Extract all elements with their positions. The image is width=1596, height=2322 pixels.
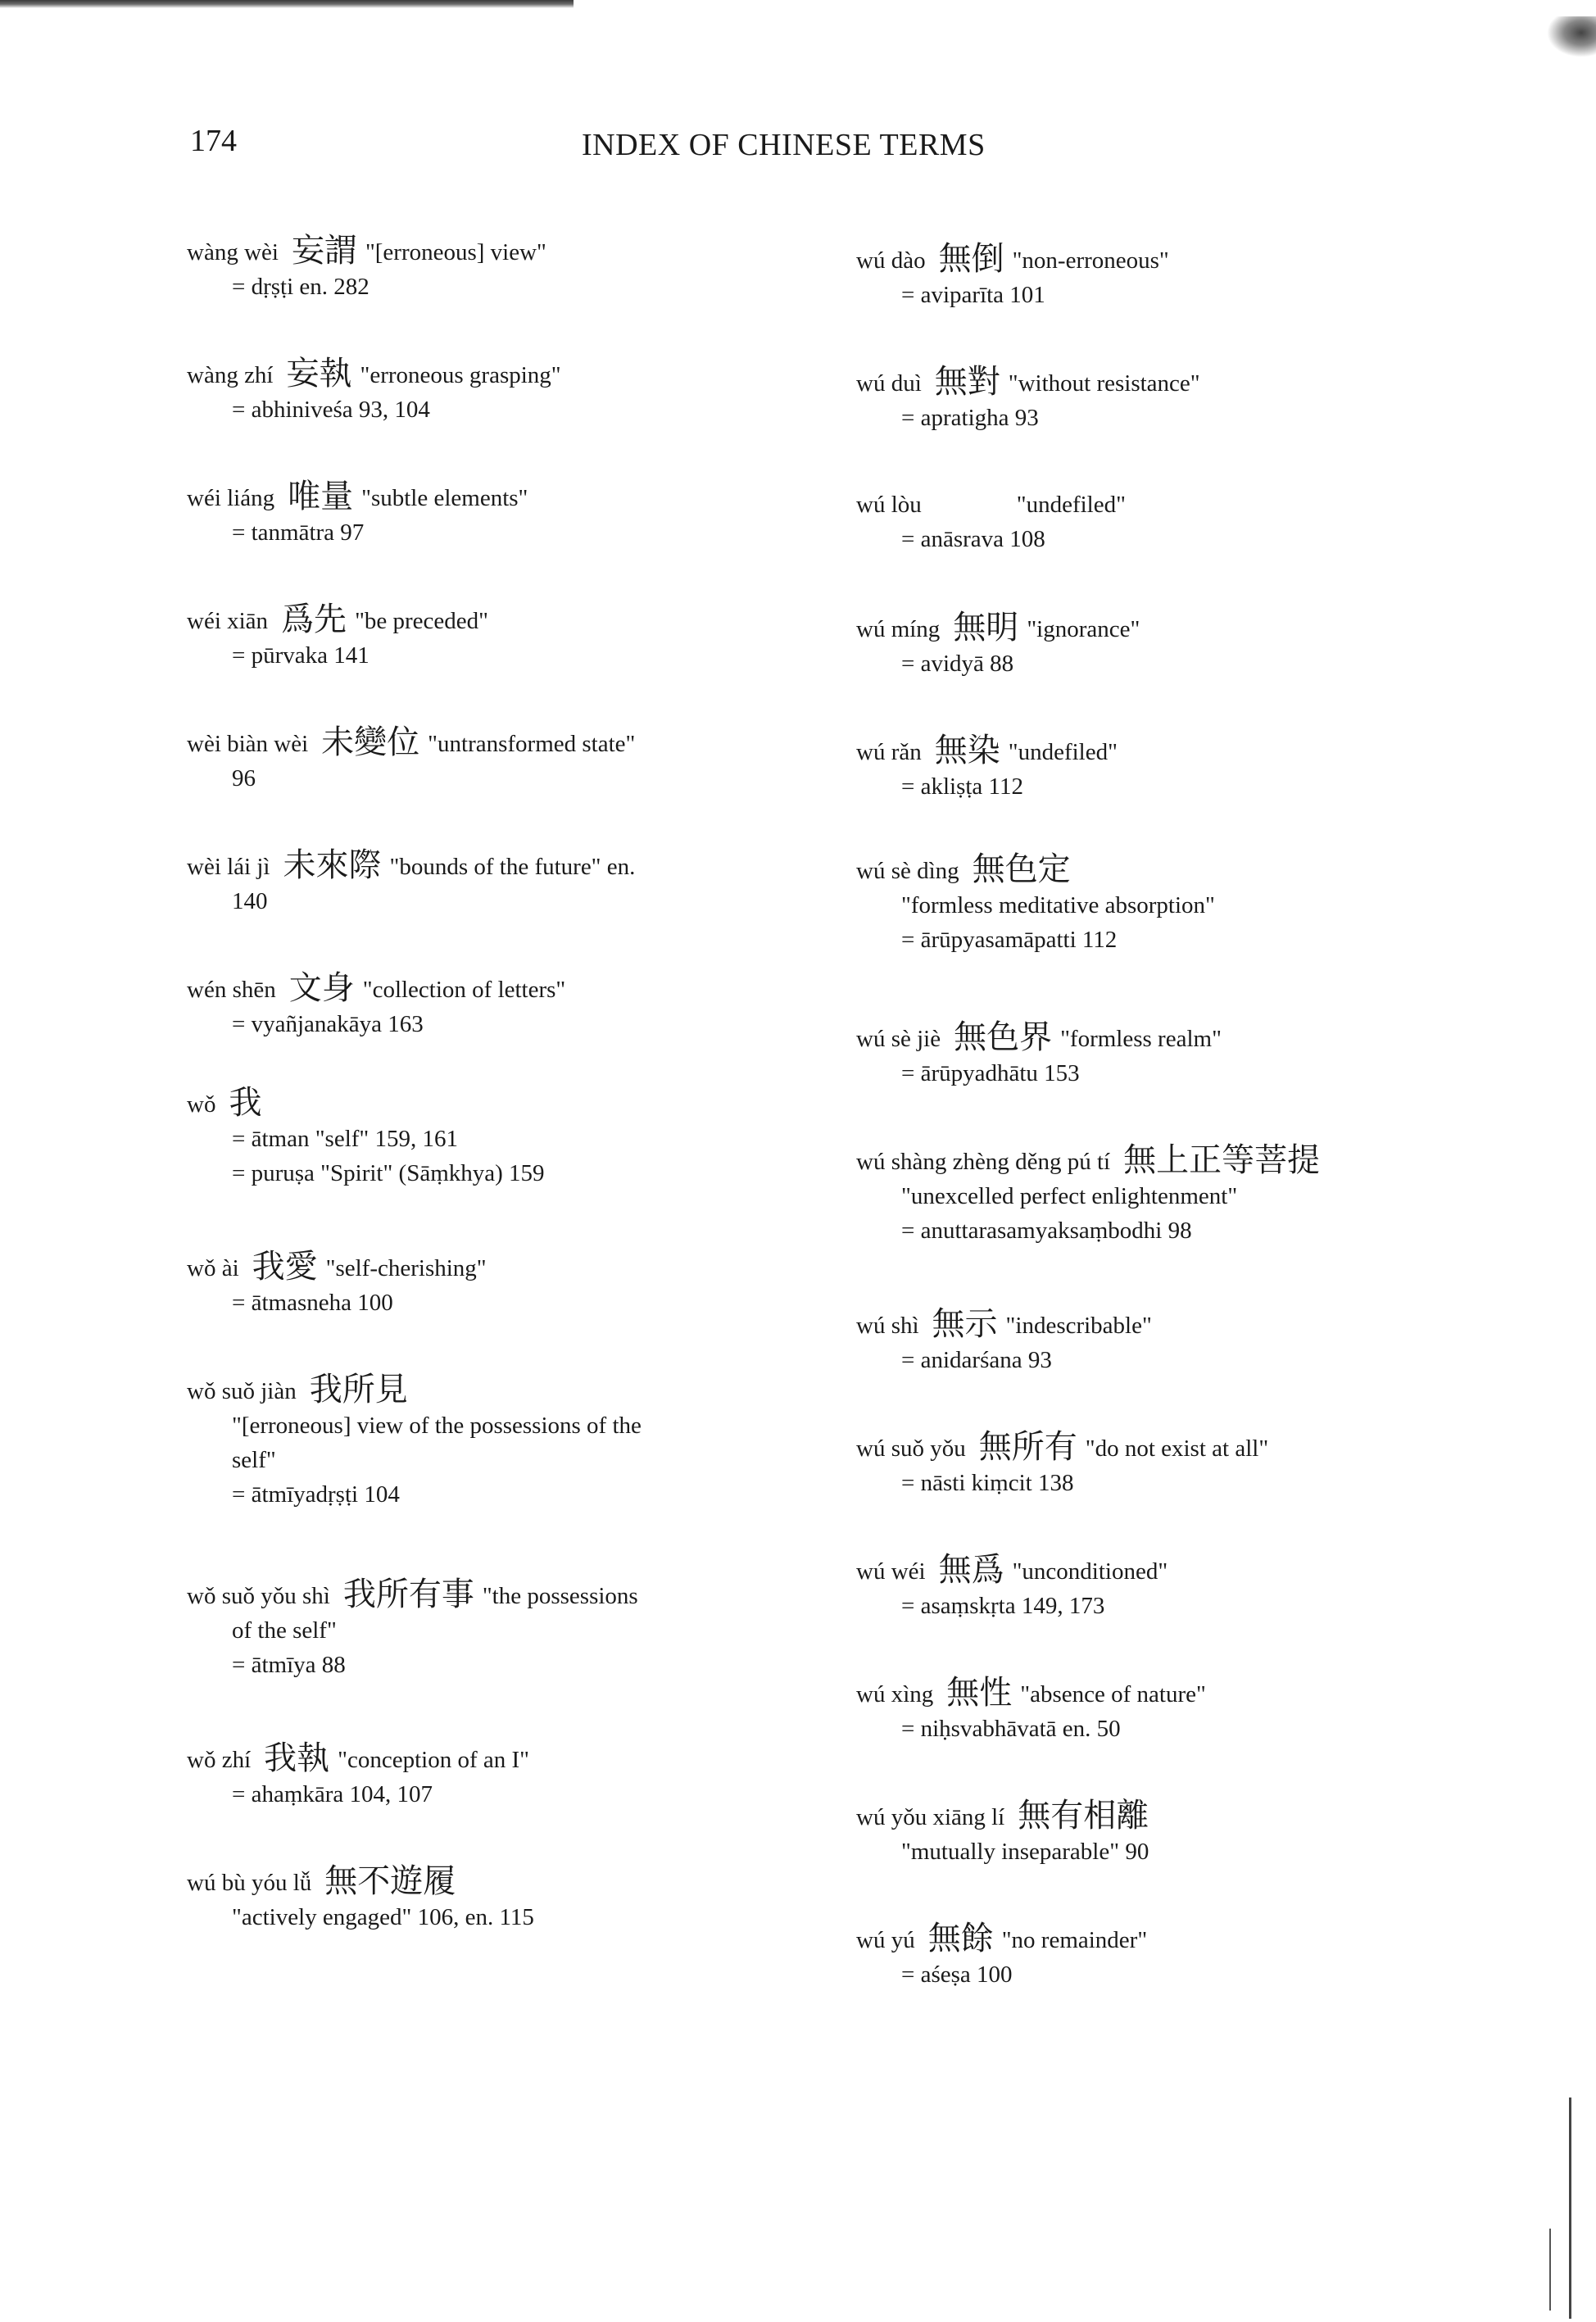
index-entry <box>856 242 1446 312</box>
entry-line: = vyañjanakāya 163 <box>232 1011 424 1037</box>
index-entry <box>856 733 1446 804</box>
index-entry <box>856 1553 1446 1623</box>
entry-line: = ātmīyadṛṣṭi 104 <box>232 1481 400 1508</box>
entry-hanzi: 我執 <box>264 1739 330 1777</box>
entry-pinyin: wú míng <box>856 616 941 642</box>
entry-line: = apratigha 93 <box>901 405 1039 431</box>
entry-pinyin: wǒ zhí <box>187 1747 252 1773</box>
entry-hanzi: 妄謂 <box>291 232 357 270</box>
entry-headline <box>856 1798 1446 1834</box>
entry-hanzi: 無所有 <box>978 1428 1077 1466</box>
entry-pinyin: wú lòu <box>856 492 922 518</box>
scan-edge-right <box>1569 2098 1571 2319</box>
entry-headline <box>187 971 760 1007</box>
index-entry <box>856 1307 1446 1377</box>
index-entry <box>187 1372 760 1512</box>
entry-line: = ātmasneha 100 <box>232 1290 393 1316</box>
entry-hanzi: 無有相離 <box>1018 1797 1149 1834</box>
index-entry <box>187 1086 760 1190</box>
entry-hanzi: 無色界 <box>954 1018 1053 1056</box>
entry-headline <box>856 610 1446 646</box>
index-entry <box>856 1676 1446 1746</box>
entry-line: = asaṃskṛta 149, 173 <box>901 1593 1105 1619</box>
entry-headline <box>187 234 760 270</box>
index-entry <box>856 488 1446 556</box>
entry-pinyin: wén shēn <box>187 977 276 1003</box>
entry-gloss: "no remainder" <box>1001 1927 1148 1953</box>
entry-headline <box>187 848 760 884</box>
entry-gloss: "unconditioned" <box>1012 1558 1168 1585</box>
index-entry <box>187 725 760 796</box>
entry-pinyin: wǒ suǒ jiàn <box>187 1378 297 1404</box>
index-entry <box>187 848 760 918</box>
entry-line: = pūrvaka 141 <box>232 642 370 669</box>
entry-line: "[erroneous] view of the possessions of the <box>232 1413 642 1439</box>
entry-line: = anidarśana 93 <box>901 1347 1052 1373</box>
entry-headline <box>856 365 1446 401</box>
running-head: INDEX OF CHINESE TERMS <box>582 128 986 162</box>
entry-pinyin: wú yú <box>856 1927 915 1953</box>
entry-hanzi: 妄執 <box>286 355 352 392</box>
entry-line: = dṛṣṭi en. 282 <box>232 274 370 300</box>
entry-pinyin: wú shàng zhèng děng pú tí <box>856 1149 1111 1175</box>
entry-line: = ārūpyadhātu 153 <box>901 1060 1080 1086</box>
entry-headline <box>856 733 1446 769</box>
index-entry <box>187 1577 760 1682</box>
index-entry <box>187 1864 760 1934</box>
entry-hanzi: 無示 <box>932 1305 998 1343</box>
scan-edge-top <box>0 0 574 8</box>
entry-headline <box>187 725 760 761</box>
entry-headline <box>187 1249 760 1286</box>
entry-line: "formless meditative absorption" <box>901 892 1215 918</box>
entry-hanzi: 無染 <box>934 732 1000 769</box>
entry-line: = nāsti kiṃcit 138 <box>901 1470 1074 1496</box>
entry-hanzi: 我愛 <box>252 1248 318 1286</box>
index-entry <box>856 1430 1446 1500</box>
entry-line: = tanmātra 97 <box>232 519 365 546</box>
entry-headline <box>187 479 760 515</box>
entry-headline <box>856 1676 1446 1712</box>
entry-headline <box>856 1307 1446 1343</box>
index-entry <box>856 852 1446 957</box>
entry-gloss: "collection of letters" <box>362 977 566 1003</box>
entry-line: = avidyā 88 <box>901 651 1014 677</box>
entry-gloss: "untransformed state" <box>428 731 636 757</box>
index-entry <box>187 356 760 427</box>
entry-hanzi: 無倒 <box>938 240 1004 278</box>
entry-gloss: "self-cherishing" <box>325 1255 487 1281</box>
entry-pinyin: wàng zhí <box>187 362 274 388</box>
entry-headline <box>856 488 1446 522</box>
entry-gloss: "undefiled" <box>1008 739 1118 765</box>
entry-gloss: "absence of nature" <box>1020 1681 1206 1707</box>
entry-pinyin: wú wéi <box>856 1558 926 1585</box>
index-entry <box>187 1249 760 1320</box>
entry-pinyin: wèi biàn wèi <box>187 731 309 757</box>
entry-gloss: "without resistance" <box>1008 370 1200 397</box>
entry-line: = ātmīya 88 <box>232 1652 346 1678</box>
index-entry <box>856 1143 1446 1248</box>
index-entry <box>187 971 760 1041</box>
entry-hanzi: 無色定 <box>972 850 1071 888</box>
entry-hanzi: 我所有事 <box>342 1576 474 1613</box>
entry-line: 140 <box>232 888 268 914</box>
entry-hanzi: 無不遊履 <box>324 1862 456 1900</box>
entry-gloss: "erroneous grasping" <box>360 362 561 388</box>
entry-line: = aśeṣa 100 <box>901 1961 1013 1988</box>
entry-gloss: "bounds of the future" en. <box>389 854 636 880</box>
entry-pinyin: wàng wèi <box>187 239 279 265</box>
entry-gloss: "non-erroneous" <box>1012 247 1169 274</box>
index-entry <box>856 365 1446 435</box>
entry-hanzi: 我 <box>229 1084 262 1122</box>
entry-line: = puruṣa "Spirit" (Sāṃkhya) 159 <box>232 1160 545 1186</box>
entry-gloss: "formless realm" <box>1060 1026 1222 1052</box>
entry-line: = anuttarasamyaksaṃbodhi 98 <box>901 1218 1192 1244</box>
entry-pinyin: wú bù yóu lǚ <box>187 1870 312 1896</box>
entry-pinyin: wú duì <box>856 370 922 397</box>
entry-gloss: "ignorance" <box>1027 616 1140 642</box>
index-entry <box>187 602 760 673</box>
entry-gloss: "do not exist at all" <box>1085 1435 1269 1462</box>
entry-gloss: "indescribable" <box>1005 1313 1152 1339</box>
entry-gloss: "conception of an I" <box>338 1747 529 1773</box>
entry-hanzi: 無性 <box>946 1674 1013 1712</box>
entry-pinyin: wú dào <box>856 247 926 274</box>
index-entry <box>856 610 1446 681</box>
entry-headline <box>187 1741 760 1777</box>
entry-headline <box>187 356 760 392</box>
entry-line: of the self" <box>232 1617 337 1644</box>
entry-headline <box>856 1143 1446 1179</box>
entry-headline <box>856 1430 1446 1466</box>
entry-line: = akliṣṭa 112 <box>901 773 1023 800</box>
entry-hanzi: 爲先 <box>281 601 347 638</box>
entry-pinyin: wú sè dìng <box>856 858 959 884</box>
entry-headline <box>856 852 1446 888</box>
entry-headline <box>187 1864 760 1900</box>
entry-line: = ārūpyasamāpatti 112 <box>901 927 1118 953</box>
entry-line: = ahaṃkāra 104, 107 <box>232 1781 433 1807</box>
entry-pinyin: wèi lái jì <box>187 854 270 880</box>
index-entry <box>856 1921 1446 1992</box>
page-number: 174 <box>190 124 237 158</box>
entry-hanzi: 無對 <box>934 363 1000 401</box>
entry-headline <box>856 1020 1446 1056</box>
entry-hanzi: 未變位 <box>321 723 420 761</box>
index-entry <box>187 234 760 304</box>
entry-headline <box>856 1921 1446 1957</box>
index-entry <box>187 1741 760 1812</box>
entry-headline <box>187 1372 760 1408</box>
entry-hanzi: 無爲 <box>938 1551 1004 1589</box>
entry-gloss: "undefiled" <box>1016 492 1126 518</box>
entry-line: = anāsrava 108 <box>901 526 1045 552</box>
entry-hanzi: 我所見 <box>309 1371 408 1408</box>
entry-gloss: "subtle elements" <box>361 485 528 511</box>
entry-line: "actively engaged" 106, en. 115 <box>232 1904 534 1930</box>
entry-headline <box>856 1553 1446 1589</box>
scan-smudge-corner <box>1547 16 1596 57</box>
index-entry <box>187 479 760 550</box>
entry-headline <box>187 1086 760 1122</box>
entry-line: "unexcelled perfect enlightenment" <box>901 1183 1238 1209</box>
index-entry <box>856 1798 1446 1869</box>
entry-line: = niḥsvabhāvatā en. 50 <box>901 1716 1121 1742</box>
entry-pinyin: wú yǒu xiāng lí <box>856 1804 1005 1830</box>
entry-pinyin: wú rǎn <box>856 739 922 765</box>
entry-hanzi: 無上正等菩提 <box>1123 1141 1321 1179</box>
entry-gloss: "[erroneous] view" <box>365 239 546 265</box>
entry-line: = ātman "self" 159, 161 <box>232 1126 459 1152</box>
entry-pinyin: wǒ ài <box>187 1255 239 1281</box>
entry-line: self" <box>232 1447 276 1473</box>
entry-line: = aviparīta 101 <box>901 282 1045 308</box>
entry-pinyin: wú suǒ yǒu <box>856 1435 966 1462</box>
entry-pinyin: wǒ <box>187 1091 216 1118</box>
entry-headline <box>187 602 760 638</box>
entry-hanzi: 無餘 <box>927 1920 994 1957</box>
entry-hanzi: 唯量 <box>288 478 354 515</box>
entry-pinyin: wú xìng <box>856 1681 934 1707</box>
entry-gloss: "the possessions <box>482 1583 638 1609</box>
scan-edge-right-inner <box>1549 2229 1551 2311</box>
entry-line: 96 <box>232 765 256 791</box>
entry-hanzi: 文身 <box>288 969 355 1007</box>
entry-pinyin: wǒ suǒ yǒu shì <box>187 1583 330 1609</box>
entry-pinyin: wéi liáng <box>187 485 275 511</box>
entry-line: "mutually inseparable" 90 <box>901 1839 1149 1865</box>
index-entry <box>856 1020 1446 1091</box>
entry-gloss: "be preceded" <box>355 608 489 634</box>
entry-pinyin: wéi xiān <box>187 608 269 634</box>
entry-headline <box>856 242 1446 278</box>
entry-hanzi: 無明 <box>953 609 1019 646</box>
entry-headline <box>187 1577 760 1613</box>
entry-hanzi: 未來際 <box>283 846 382 884</box>
entry-pinyin: wú shì <box>856 1313 919 1339</box>
entry-line: = abhiniveśa 93, 104 <box>232 397 430 423</box>
entry-pinyin: wú sè jiè <box>856 1026 941 1052</box>
